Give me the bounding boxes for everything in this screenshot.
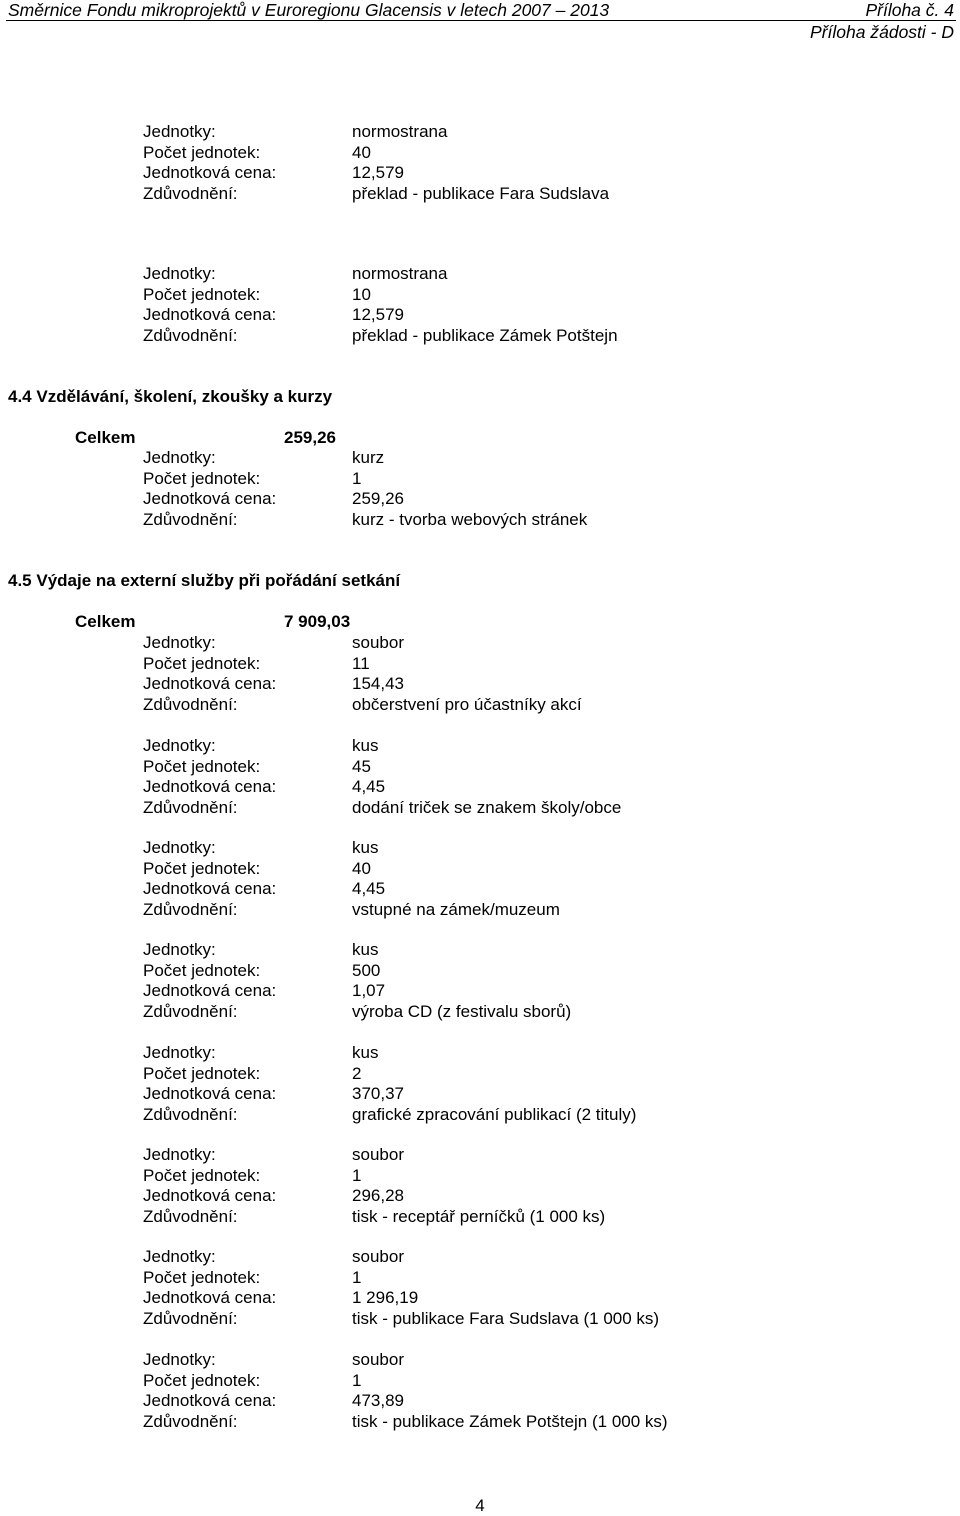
row-units	[0, 122, 900, 142]
field-value: překlad - publikace Fara Sudslava	[352, 183, 610, 203]
field-value: kus	[352, 940, 379, 959]
field-value: normostrana	[352, 264, 448, 283]
row-units	[0, 736, 900, 756]
field-label: Jednotky:	[143, 1043, 216, 1062]
section-total	[0, 428, 600, 448]
field-label: Zdůvodnění:	[143, 1104, 238, 1124]
row-justification	[0, 1412, 900, 1432]
field-label: Jednotková cena:	[143, 1186, 277, 1206]
row-count	[0, 143, 900, 163]
field-label: Jednotková cena:	[143, 879, 277, 899]
field-label: Počet jednotek:	[143, 858, 261, 878]
field-label: Počet jednotek:	[143, 756, 261, 776]
field-label: Počet jednotek:	[143, 1063, 261, 1083]
page-number: 4	[475, 1496, 485, 1515]
field-label: Počet jednotek:	[143, 1370, 261, 1390]
row-units	[0, 448, 900, 468]
field-value: 296,28	[352, 1186, 404, 1206]
field-label: Jednotková cena:	[143, 1391, 277, 1411]
field-label: Zdůvodnění:	[143, 183, 238, 203]
field-value: soubor	[352, 633, 404, 652]
field-label: Jednotková cena:	[143, 1084, 277, 1104]
field-label: Jednotky:	[143, 1247, 216, 1266]
field-label: Zdůvodnění:	[143, 899, 238, 919]
field-value: 4,45	[352, 777, 386, 797]
row-justification	[0, 1002, 900, 1022]
field-label: Počet jednotek:	[143, 1267, 261, 1287]
row-unit-price	[0, 1186, 900, 1206]
field-value: 4,45	[352, 879, 386, 899]
field-value: vstupné na zámek/muzeum	[352, 899, 560, 919]
row-units	[0, 633, 900, 653]
field-value: 154,43	[352, 674, 404, 694]
row-justification	[0, 1207, 900, 1227]
field-value: 12,579	[352, 163, 404, 183]
row-count	[0, 961, 900, 981]
field-value: 259,26	[352, 489, 404, 509]
field-value: 11	[352, 653, 370, 673]
row-count	[0, 1268, 900, 1288]
field-value: 12,579	[352, 305, 404, 325]
field-value: 370,37	[352, 1084, 404, 1104]
field-value: 45	[352, 756, 371, 776]
row-unit-price	[0, 305, 900, 325]
page-subheader	[0, 22, 960, 42]
row-units	[0, 1145, 900, 1165]
header-divider	[6, 20, 956, 21]
section-total	[0, 612, 600, 632]
row-justification	[0, 510, 900, 530]
field-value: kus	[352, 736, 379, 755]
section-title: 4.5 Výdaje na externí služby při pořádání setkání	[8, 571, 401, 590]
row-count	[0, 757, 900, 777]
row-units	[0, 940, 900, 960]
field-label: Jednotky:	[143, 940, 216, 959]
field-label: Zdůvodnění:	[143, 1206, 238, 1226]
field-value: 1,07	[352, 981, 386, 1001]
field-label: Jednotky:	[143, 122, 216, 141]
total-label: Celkem	[75, 428, 136, 447]
field-label: Počet jednotek:	[143, 1165, 261, 1185]
row-count	[0, 1166, 900, 1186]
field-value: grafické zpracování publikací (2 tituly)	[352, 1104, 637, 1124]
row-justification	[0, 1309, 900, 1329]
field-value: kurz	[352, 448, 385, 467]
row-count	[0, 654, 900, 674]
field-label: Jednotková cena:	[143, 674, 277, 694]
row-unit-price	[0, 489, 900, 509]
row-justification	[0, 695, 900, 715]
row-units	[0, 264, 900, 284]
field-value: 1	[352, 1165, 362, 1185]
page-header	[0, 0, 960, 20]
field-label: Jednotková cena:	[143, 777, 277, 797]
field-label: Jednotková cena:	[143, 489, 277, 509]
row-unit-price	[0, 674, 900, 694]
field-label: Jednotková cena:	[143, 163, 277, 183]
field-value: soubor	[352, 1350, 404, 1369]
field-value: dodání triček se znakem školy/obce	[352, 797, 622, 817]
row-units	[0, 1043, 900, 1063]
field-label: Jednotky:	[143, 1350, 216, 1369]
field-label: Zdůvodnění:	[143, 1001, 238, 1021]
total-value: 7 909,03	[284, 612, 351, 631]
field-label: Jednotková cena:	[143, 305, 277, 325]
field-label: Jednotky:	[143, 838, 216, 857]
total-value: 259,26	[284, 428, 336, 447]
field-label: Zdůvodnění:	[143, 325, 238, 345]
row-unit-price	[0, 981, 900, 1001]
field-label: Jednotková cena:	[143, 1288, 277, 1308]
field-value: občerstvení pro účastníky akcí	[352, 694, 582, 714]
row-count	[0, 285, 900, 305]
header-annex: Příloha č. 4	[865, 0, 954, 20]
field-label: Zdůvodnění:	[143, 509, 238, 529]
row-units	[0, 838, 900, 858]
row-units	[0, 1247, 900, 1267]
field-value: 1	[352, 1370, 362, 1390]
field-value: kus	[352, 838, 379, 857]
field-label: Počet jednotek:	[143, 468, 261, 488]
field-label: Jednotky:	[143, 736, 216, 755]
row-justification	[0, 1105, 900, 1125]
field-value: soubor	[352, 1247, 404, 1266]
field-value: tisk - publikace Fara Sudslava (1 000 ks)	[352, 1308, 660, 1328]
field-value: 1	[352, 1267, 362, 1287]
row-justification	[0, 798, 900, 818]
field-label: Jednotková cena:	[143, 981, 277, 1001]
field-value: výroba CD (z festivalu sborů)	[352, 1001, 572, 1021]
field-value: 2	[352, 1063, 362, 1083]
field-value: 40	[352, 142, 371, 162]
row-justification	[0, 326, 900, 346]
row-count	[0, 1064, 900, 1084]
field-label: Počet jednotek:	[143, 142, 261, 162]
row-justification	[0, 900, 900, 920]
row-unit-price	[0, 879, 900, 899]
row-unit-price	[0, 1084, 900, 1104]
row-unit-price	[0, 1391, 900, 1411]
row-count	[0, 1371, 900, 1391]
field-value: kurz - tvorba webových stránek	[352, 509, 588, 529]
field-value: tisk - receptář perníčků (1 000 ks)	[352, 1206, 606, 1226]
field-label: Zdůvodnění:	[143, 1308, 238, 1328]
field-label: Počet jednotek:	[143, 960, 261, 980]
row-unit-price	[0, 163, 900, 183]
field-label: Jednotky:	[143, 633, 216, 652]
total-label: Celkem	[75, 612, 136, 631]
field-value: 500	[352, 960, 381, 980]
field-label: Zdůvodnění:	[143, 797, 238, 817]
row-count	[0, 859, 900, 879]
row-justification	[0, 184, 900, 204]
field-value: tisk - publikace Zámek Potštejn (1 000 ks)	[352, 1411, 668, 1431]
field-value: 40	[352, 858, 371, 878]
field-value: soubor	[352, 1145, 404, 1164]
section-title: 4.4 Vzdělávání, školení, zkoušky a kurzy	[8, 387, 333, 406]
header-annex-sub: Příloha žádosti - D	[810, 22, 954, 42]
field-value: 10	[352, 284, 371, 304]
field-label: Jednotky:	[143, 448, 216, 467]
field-value: 473,89	[352, 1391, 404, 1411]
field-label: Zdůvodnění:	[143, 694, 238, 714]
field-value: překlad - publikace Zámek Potštejn	[352, 325, 618, 345]
row-unit-price	[0, 1288, 900, 1308]
row-units	[0, 1350, 900, 1370]
field-label: Jednotky:	[143, 1145, 216, 1164]
field-label: Počet jednotek:	[143, 653, 261, 673]
field-value: normostrana	[352, 122, 448, 141]
field-value: 1 296,19	[352, 1288, 419, 1308]
field-label: Počet jednotek:	[143, 284, 261, 304]
row-count	[0, 469, 900, 489]
row-unit-price	[0, 777, 900, 797]
field-label: Zdůvodnění:	[143, 1411, 238, 1431]
field-value: 1	[352, 468, 362, 488]
field-value: kus	[352, 1043, 379, 1062]
header-title: Směrnice Fondu mikroprojektů v Euroregionu Glacensis v letech 2007 – 2013	[8, 0, 610, 20]
field-label: Jednotky:	[143, 264, 216, 283]
